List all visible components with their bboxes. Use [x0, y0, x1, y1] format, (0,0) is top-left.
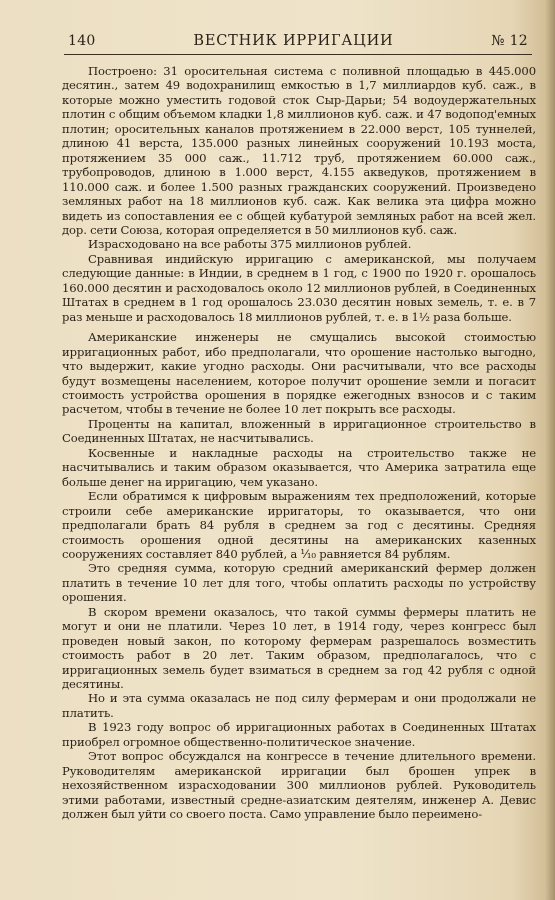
paragraph: Это средняя сумма, которую средний американский фермер должен платить в течение 10 лет для того, чтобы оплатить расходы по устройству орошения.: [62, 561, 536, 605]
paragraph: Сравнивая индийскую ирригацию с американской, мы получаем следующие данные: в Индии, в среднем в 1 год, с 1900 по 1920 г. орошалось 160.000 десятин и расходовалось около 12 миллионов рублей, в Соединенных Штатах в среднем в 1 год орошалось 23.030 десятин новых земель, т. е. в 7 раз меньше и расходовалось 18 миллионов рублей, т. е. в 1½ раза больше.: [62, 251, 536, 324]
running-header: [68, 33, 528, 53]
paragraph: В 1923 году вопрос об ирригационных работах в Соединенных Штатах приобрел огромное общественно-политическое значение.: [62, 720, 536, 749]
paragraph: В скором времени оказалось, что такой суммы фермеры платить не могут и они не платили. Через 10 лет, в 1914 году, через конгресс был проведен новый закон, по которому фермерам разрешалось возместить стоимость работ в 20 лет. Таким образом, предполагалось, что с ирригационных земель будет взиматься в среднем за год 42 рубля с одной десятины.: [62, 604, 536, 692]
paragraph: Но и эта сумма оказалась не под силу фермерам и они продолжали не платить.: [62, 691, 536, 720]
paragraph: Если обратимся к цифровым выражениям тех предположений, которые строили себе американские ирригаторы, то оказывается, что они предполагали брать 84 рубля в среднем за год с десятины. Средняя стоимость орошения одной десятины на американских казенных сооружениях составляет 840 рублей, а ¹⁄₁₀ равняется 84 рублям.: [62, 489, 536, 561]
paragraph: Проценты на капитал, вложенный в ирригационное строительство в Соединенных Штатах, не насчитывались.: [62, 416, 536, 446]
page-spine-shadow: [545, 0, 555, 900]
journal-title: ВЕСТНИК ИРРИГАЦИИ: [193, 33, 394, 49]
paragraph: Этот вопрос обсуждался на конгрессе в течение длительного времени. Руководителям американской ирригации был брошен упрек в нехозяйственном израсходовании 300 миллионов рублей. Руководитель этими работами, известный средне-азиатским деятелям, инженер А. Девис должен был уйти со своего поста. Само управление было переимено-: [62, 749, 536, 822]
issue-number: № 12: [491, 33, 528, 49]
page-number: 140: [68, 33, 96, 49]
paragraph: Американские инженеры не смущались высокой стоимостью ирригационных работ, ибо предполагали, что орошение настолько выгодно, что выдержит, какие угодно расходы. Они расчитывали, что все расходы будут возмещены населением, которое получит орошение земли и погасит стоимость устройства орошения в порядке ежегодных взносов и с таким расчетом, чтобы в течение не более 10 лет покрыть все расходы.: [62, 330, 536, 417]
article-body: [62, 64, 536, 822]
header-rule: [64, 54, 532, 55]
paragraph: Построено: 31 оросительная система с поливной площадью в 445.000 десятин., затем 49 водохранилищ емкостью в 1,7 миллиардов куб. саж., в которые можно уместить годовой сток Сыр-Дарьи; 54 водоудержательных плотин с общим объемом кладки 1,8 миллионов куб. саж. и 47 водопод'емных плотин; оросительных каналов протяжением в 22.000 верст, 105 туннелей, длиною 41 верста, 135.000 разных линейных сооружений 10.193 моста, протяжением 35 000 саж., 11.712 труб, протяжением 60.000 саж., трубопроводов, длиною в 1.000 верст, 4.155 акведуков, протяжением в 110.000 саж. и более 1.500 разных гражданских сооружений. Произведено земляных работ на 18 миллионов куб. саж. Как велика эта цифра можно видеть из сопоставления ее с общей кубатурой земляных работ на всей жел. дор. сети Союза, которая определяется в 50 миллионов куб. саж.: [62, 64, 536, 237]
paragraph: Косвенные и накладные расходы на строительство также не насчитывались и таким образом оказывается, что Америка затратила еще больше денег на ирригацию, чем указано.: [62, 445, 536, 489]
paragraph: Израсходовано на все работы 375 миллионов рублей.: [88, 237, 412, 252]
